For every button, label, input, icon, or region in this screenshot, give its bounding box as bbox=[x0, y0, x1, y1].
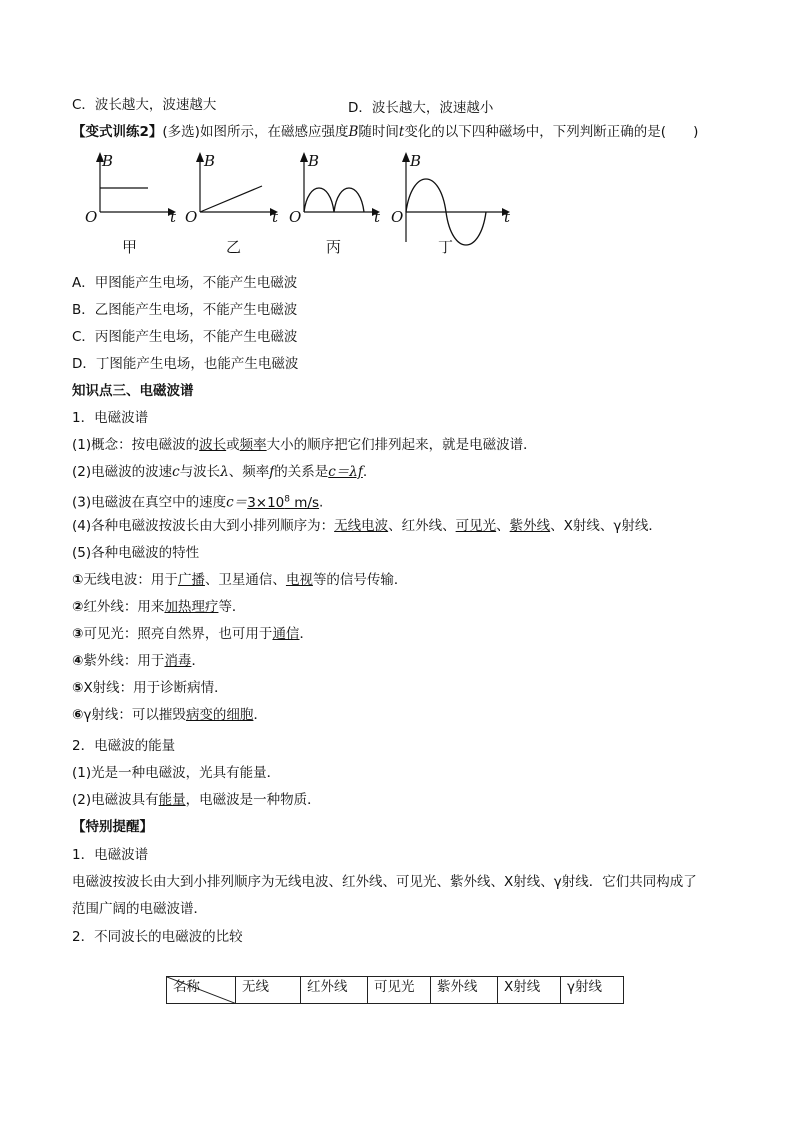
p1-or: 或 bbox=[226, 437, 240, 453]
exercise-text-post: 变化的以下四种磁场中，下列判断正确的是( ) bbox=[404, 124, 699, 140]
table-cell-name bbox=[167, 977, 236, 1004]
c4-post: ． bbox=[191, 653, 205, 669]
c1-mid: 、卫星通信、 bbox=[204, 572, 286, 588]
para-order bbox=[72, 517, 662, 535]
table-header-row bbox=[167, 977, 624, 1004]
c6-post: ． bbox=[253, 707, 267, 723]
exercise-text-pre: (多选)如图所示，在磁感应强度 bbox=[162, 124, 349, 140]
caption-jia: 甲 bbox=[122, 238, 138, 256]
c2-pre: 红外线：用来 bbox=[83, 599, 165, 615]
origin-3: O bbox=[289, 208, 302, 226]
caption-ding: 丁 bbox=[438, 238, 454, 256]
c4-u: 消毒 bbox=[164, 653, 192, 669]
item-radio bbox=[72, 571, 407, 589]
circle-4: ④ bbox=[72, 653, 84, 669]
c3-pre: 可见光：照亮自然界，也可用于 bbox=[83, 626, 273, 642]
origin-2: O bbox=[185, 208, 198, 226]
reminder-h2: 2．不同波长的电磁波的比较 bbox=[72, 929, 243, 945]
c3-u: 通信 bbox=[272, 626, 300, 642]
energy-1: (1)光是一种电磁波，光具有能量． bbox=[72, 765, 281, 781]
p2-c: c bbox=[172, 464, 180, 480]
p3-eq: c＝ bbox=[226, 494, 248, 511]
option-c-prev: C．波长越大，波速越大 bbox=[72, 97, 217, 113]
circle-3: ③ bbox=[72, 626, 84, 642]
c1-u1: 广播 bbox=[177, 572, 205, 588]
p1-u2: 频率 bbox=[239, 437, 267, 453]
axis-t-1: t bbox=[170, 208, 177, 226]
c2-post: 等． bbox=[218, 599, 246, 615]
diagonal-line bbox=[167, 977, 237, 1004]
graph-ding bbox=[391, 152, 511, 245]
item-xray bbox=[72, 679, 228, 697]
p4-w1: 无线电波 bbox=[334, 518, 389, 534]
para-concept bbox=[72, 436, 537, 454]
e2-pre: (2)电磁波具有 bbox=[72, 792, 159, 808]
p1-post: 大小的顺序把它们排列起来，就是电磁波谱． bbox=[266, 437, 537, 453]
section3-h1: 1．电磁波谱 bbox=[72, 410, 149, 426]
para-speed bbox=[72, 490, 323, 512]
reminder-h1: 1．电磁波谱 bbox=[72, 847, 149, 863]
axis-b-4: B bbox=[410, 152, 422, 170]
option-d: D．丁图能产生电场，也能产生电磁波 bbox=[72, 356, 299, 372]
origin-4: O bbox=[391, 208, 404, 226]
axis-b-3: B bbox=[308, 152, 320, 170]
p2-mid: 与波长 bbox=[179, 464, 221, 480]
table-cell: 紫外线 bbox=[431, 977, 498, 1004]
c1-u2: 电视 bbox=[285, 572, 313, 588]
option-c: C．丙图能产生电场，不能产生电磁波 bbox=[72, 329, 298, 345]
p2-lambda: λ bbox=[220, 464, 229, 480]
p3-val: 3×10 bbox=[247, 494, 285, 511]
caption-yi: 乙 bbox=[226, 238, 242, 256]
origin-1: O bbox=[85, 208, 98, 226]
axis-t-3: t bbox=[374, 208, 381, 226]
p2-mid2: 、频率 bbox=[228, 464, 270, 480]
item-ultraviolet bbox=[72, 652, 205, 670]
table-cell: X射线 bbox=[498, 977, 561, 1004]
four-graphs-figure bbox=[80, 150, 520, 260]
graph-jia bbox=[85, 152, 177, 226]
p2-pre: (2)电磁波的波速 bbox=[72, 464, 173, 480]
caption-bing: 丙 bbox=[326, 238, 342, 256]
item-visible bbox=[72, 625, 313, 643]
p3-value bbox=[247, 495, 319, 511]
p3-exp: 8 bbox=[284, 494, 291, 504]
circle-5: ⑤ bbox=[72, 680, 84, 696]
c6-u: 病变的细胞 bbox=[185, 707, 254, 723]
c4-pre: 紫外线：用于 bbox=[83, 653, 165, 669]
p2-mid3: 的关系是 bbox=[274, 464, 329, 480]
p2-f: f bbox=[269, 464, 275, 480]
p4-sep2: 、 bbox=[496, 518, 510, 534]
axis-b-2: B bbox=[204, 152, 216, 170]
table-cell: γ射线 bbox=[561, 977, 624, 1004]
axis-b-1: B bbox=[102, 152, 114, 170]
e2-u: 能量 bbox=[158, 792, 186, 808]
c6-pre: γ射线：可以摧毁 bbox=[83, 707, 186, 723]
graph-yi bbox=[185, 152, 279, 226]
p4-w2: 可见光 bbox=[455, 518, 497, 534]
energy-2 bbox=[72, 791, 321, 809]
section3-h2: 2．电磁波的能量 bbox=[72, 738, 176, 754]
c2-u: 加热理疗 bbox=[164, 599, 219, 615]
circle-2: ② bbox=[72, 599, 84, 615]
table-cell: 无线 bbox=[236, 977, 301, 1004]
p4-w3: 紫外线 bbox=[509, 518, 551, 534]
option-a: A．甲图能产生电场，不能产生电磁波 bbox=[72, 275, 298, 291]
p2-eq: c＝λf bbox=[328, 464, 363, 480]
axis-t-4: t bbox=[504, 208, 511, 226]
exercise-label: 【变式训练2】 bbox=[72, 124, 163, 140]
reminder-para-line2: 范围广阔的电磁波谱． bbox=[72, 901, 207, 917]
c1-pre: 无线电波：用于 bbox=[83, 572, 178, 588]
reminder-heading: 【特别提醒】 bbox=[72, 819, 153, 835]
axis-t-2: t bbox=[272, 208, 279, 226]
p3-end: . bbox=[319, 494, 324, 511]
c1-post: 等的信号传输． bbox=[312, 572, 408, 588]
para-wave-relation bbox=[72, 463, 367, 481]
exercise-stem bbox=[72, 123, 698, 141]
c5-text: X射线：用于诊断病情． bbox=[83, 680, 228, 696]
reminder-para-line1: 电磁波按波长由大到小排列顺序为无线电波、红外线、可见光、紫外线、X射线、γ射线．它们共同构成了 bbox=[72, 874, 697, 890]
p4-post: 、X射线、γ射线． bbox=[550, 518, 662, 534]
table-header-0: 名称 bbox=[173, 979, 200, 995]
graph-bing bbox=[289, 152, 381, 226]
para-characteristics: (5)各种电磁波的特性 bbox=[72, 545, 200, 561]
e2-post: ，电磁波是一种物质． bbox=[185, 792, 321, 808]
item-gamma bbox=[72, 706, 267, 724]
table-cell: 可见光 bbox=[368, 977, 431, 1004]
section3-heading: 知识点三、电磁波谱 bbox=[72, 383, 194, 399]
c3-post: ． bbox=[299, 626, 313, 642]
option-b: B．乙图能产生电场，不能产生电磁波 bbox=[72, 302, 298, 318]
p2-end: . bbox=[362, 464, 368, 480]
item-infrared bbox=[72, 598, 245, 616]
var-t: t bbox=[398, 124, 405, 140]
p3-pre: (3)电磁波在真空中的速度 bbox=[72, 494, 227, 511]
p3-unit: m/s bbox=[290, 494, 320, 511]
circle-1: ① bbox=[72, 572, 84, 588]
table-cell: 红外线 bbox=[301, 977, 368, 1004]
p4-sep1: 、红外线、 bbox=[388, 518, 456, 534]
exercise-text-mid: 随时间 bbox=[358, 124, 399, 140]
option-d-prev: D．波长越大，波速越小 bbox=[348, 100, 494, 116]
comparison-table bbox=[166, 976, 624, 1004]
p1-pre: (1)概念：按电磁波的 bbox=[72, 437, 200, 453]
p4-pre: (4)各种电磁波按波长由大到小排列顺序为： bbox=[72, 518, 335, 534]
var-b: B bbox=[348, 124, 359, 140]
p1-u1: 波长 bbox=[199, 437, 227, 453]
circle-6: ⑥ bbox=[72, 707, 84, 723]
